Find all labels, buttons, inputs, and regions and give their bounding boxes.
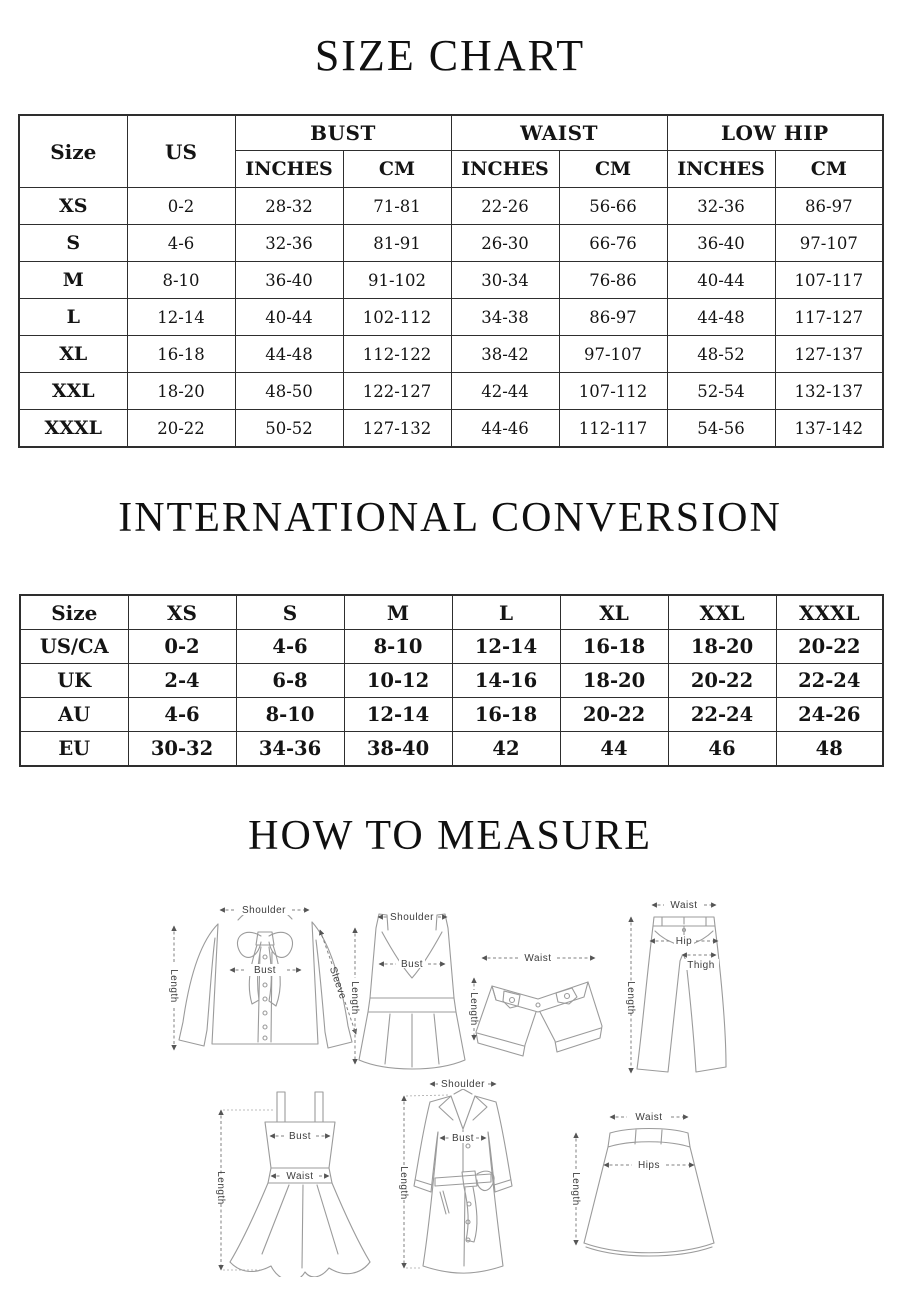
- size-chart-table: [18, 114, 884, 448]
- size-row-xs: XS 0-2 28-32 71-81 22-26 56-66 32-36 86-97: [19, 188, 883, 225]
- shorts-diagram: [462, 942, 612, 1067]
- conversion-header-row: Size XS S M L XL XXL XXXL: [20, 595, 883, 630]
- coat-shoulder-label: Shoulder: [440, 1079, 486, 1090]
- pants-waist-label: Waist: [670, 900, 698, 911]
- size-row-s: S 4-6 32-36 81-91 26-30 66-76 36-40 97-107: [19, 225, 883, 262]
- conversion-table: [19, 594, 884, 767]
- dress-waist-label: Waist: [286, 1171, 314, 1182]
- pants-hip-label: Hip: [675, 936, 693, 947]
- conversion-row-eu: EU 30-32 34-36 38-40 42 44 46 48: [20, 732, 883, 767]
- shorts-length-label: Length: [468, 992, 479, 1026]
- size-row-xxl: XXL 18-20 48-50 122-127 42-44 107-112 52-54 132-137: [19, 373, 883, 410]
- size-row-xxxl: XXXL 20-22 50-52 127-132 44-46 112-117 54-56 137-142: [19, 410, 883, 448]
- bust-group-header: BUST: [235, 115, 451, 151]
- tank-top-diagram: [342, 902, 482, 1082]
- size-col-header: Size: [19, 115, 127, 188]
- blouse-sleeve-label: Sleeve: [326, 965, 349, 1001]
- shorts-waist-label: Waist: [524, 953, 552, 964]
- conversion-row-au: AU 4-6 8-10 12-14 16-18 20-22 22-24 24-26: [20, 698, 883, 732]
- tank-length-label: Length: [349, 981, 360, 1015]
- skirt-waist-label: Waist: [635, 1112, 663, 1123]
- size-chart-header-row-1: [19, 115, 883, 151]
- coat-bust-label: Bust: [451, 1133, 475, 1144]
- pants-length-label: Length: [625, 981, 636, 1015]
- size-row-m: M 8-10 36-40 91-102 30-34 76-86 40-44 107-117: [19, 262, 883, 299]
- lowhip-inches-header: INCHES: [667, 151, 775, 188]
- conversion-row-uk: UK 2-4 6-8 10-12 14-16 18-20 20-22 22-24: [20, 664, 883, 698]
- skirt-length-label: Length: [570, 1172, 581, 1206]
- how-to-measure-title: HOW TO MEASURE: [248, 813, 652, 859]
- conversion-title: INTERNATIONAL CONVERSION: [118, 495, 782, 541]
- blouse-length-label: Length: [168, 969, 179, 1003]
- waist-inches-header: INCHES: [451, 151, 559, 188]
- bust-inches-header: INCHES: [235, 151, 343, 188]
- size-chart-title: SIZE CHART: [314, 31, 586, 80]
- tank-shoulder-label: Shoulder: [389, 912, 435, 923]
- blouse-shoulder-label: Shoulder: [241, 905, 287, 916]
- waist-cm-header: CM: [559, 151, 667, 188]
- coat-length-label: Length: [398, 1166, 409, 1200]
- size-row-xl: XL 16-18 44-48 112-122 38-42 97-107 48-52 127-137: [19, 336, 883, 373]
- dress-length-label: Length: [215, 1171, 226, 1205]
- pants-diagram: [622, 893, 742, 1088]
- skirt-hips-label: Hips: [637, 1160, 661, 1171]
- size-row-l: L 12-14 40-44 102-112 34-38 86-97 44-48 117-127: [19, 299, 883, 336]
- dress-bust-label: Bust: [288, 1131, 312, 1142]
- bust-cm-header: CM: [343, 151, 451, 188]
- dress-diagram: [205, 1082, 395, 1277]
- skirt-diagram: [558, 1103, 743, 1268]
- pants-thigh-label: Thigh: [687, 960, 715, 971]
- coat-diagram: [378, 1068, 543, 1283]
- lowhip-group-header: LOW HIP: [667, 115, 883, 151]
- conversion-row-usca: US/CA 0-2 4-6 8-10 12-14 16-18 18-20 20-22: [20, 630, 883, 664]
- tank-bust-label: Bust: [400, 959, 424, 970]
- blouse-bust-label: Bust: [253, 965, 277, 976]
- waist-group-header: WAIST: [451, 115, 667, 151]
- us-col-header: US: [127, 115, 235, 188]
- lowhip-cm-header: CM: [775, 151, 883, 188]
